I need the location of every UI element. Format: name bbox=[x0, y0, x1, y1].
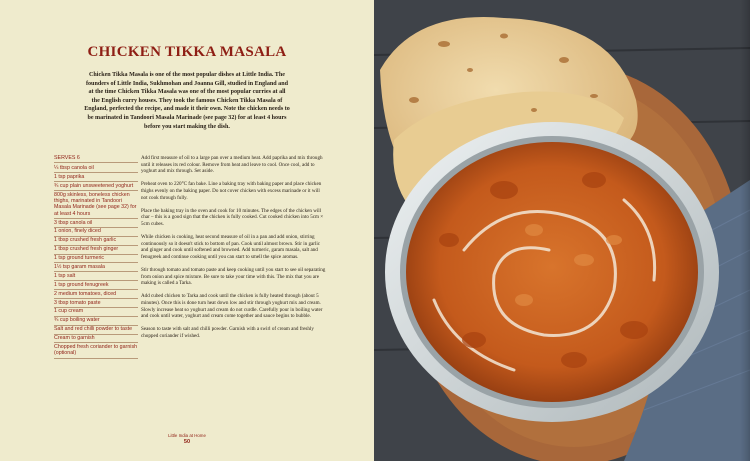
ingredient-item: Salt and red chilli powder to taste bbox=[54, 326, 138, 335]
page-number: 50 bbox=[183, 439, 191, 445]
ingredient-item: ¼ tbsp canola oil bbox=[54, 164, 138, 173]
photo-page bbox=[374, 0, 750, 461]
ingredient-item: 1 tsp ground fenugreek bbox=[54, 281, 138, 290]
ingredient-item: 800g skinless, boneless chicken thighs, marinated in Tandoori Masala Marinade (see page 32) for at least 4 hours bbox=[54, 191, 138, 219]
page-footer bbox=[150, 433, 224, 445]
ingredient-item: 1 tsp salt bbox=[54, 272, 138, 281]
ingredient-item: ¾ cup plain unsweetened yoghurt bbox=[54, 182, 138, 191]
ingredient-item: Chopped fresh coriander to garnish (optional) bbox=[54, 343, 138, 358]
recipe-page bbox=[0, 0, 374, 461]
recipe-title: CHICKEN TIKKA MASALA bbox=[87, 44, 287, 60]
ingredient-item: 3 tbsp tomato paste bbox=[54, 299, 138, 308]
ingredient-item: Cream to garnish bbox=[54, 335, 138, 344]
ingredient-item: 1 tbsp crushed fresh garlic bbox=[54, 237, 138, 246]
ingredient-item: 1 tsp paprika bbox=[54, 173, 138, 182]
method-step: Add first measure of oil to a large pan over a medium heat. Add paprika and mix through until it releases its red colour. Remove from heat and leave to cool. Once cool, add to yoghurt and mix through. Set aside. bbox=[141, 155, 323, 175]
method-step: Add cubed chicken to Tarka and cook until the chicken is fully heated through (about 5 minutes). Once this is done turn heat down low and stir through yoghurt mix and cream. Slowly increase heat so yoghurt and cream do not curdle. Carefully pour in boiling water and cook until water, yoghurt and cream come together and sauce begins to bubble. bbox=[141, 293, 323, 320]
method-step: Preheat oven to 220°C fan bake. Line a baking tray with baking paper and place chicken thighs evenly on the baking paper. Do not cover chicken with excess marinade or it will not cook through fully. bbox=[141, 181, 322, 201]
curry-photo bbox=[374, 0, 750, 461]
ingredient-item: 1 onion, finely diced bbox=[54, 228, 138, 237]
ingredient-item: 3 tbsp canola oil bbox=[54, 219, 138, 228]
book-title: Little India at Home bbox=[168, 433, 206, 438]
method-steps bbox=[141, 155, 327, 346]
ingredient-item: ¾ cup boiling water bbox=[54, 317, 138, 326]
ingredient-item: 1 cup cream bbox=[54, 308, 138, 317]
ingredient-items bbox=[54, 164, 138, 358]
method-step: Stir through tomato and tomato paste and keep cooking until you start to see oil separating from onion and spice mixture. Be sure to take your time with this. The mix that you are making is called a Tarka. bbox=[141, 267, 326, 287]
serves-label: SERVES 6 bbox=[54, 155, 138, 163]
ingredient-item: 1 tbsp crushed fresh ginger bbox=[54, 246, 138, 255]
recipe-intro: Chicken Tikka Masala is one of the most popular dishes at Little India. The founders of Little India, Sukhmohan and Joanna Gill, studied in England and at the time Chicken Tikka Masala was one of the most popular curries at all the English curry houses. They took the famous Chicken Tikka Masala of England, perfected the recipe, and made it their own. Note the chicken needs to be marinated in Tandoori Masala Marinade (see page 32) for at least 4 hours before you start making the dish. bbox=[84, 72, 290, 130]
ingredient-item: 2 medium tomatoes, diced bbox=[54, 290, 138, 299]
ingredient-item: 1½ tsp garam masala bbox=[54, 263, 138, 272]
method-step: While chicken is cooking, heat second measure of oil in a pan and add onion, stirring continuously so it doesn't stick to bottom of pan. Cook until almost brown. Stir in garlic and ginger and cook until softened and browned. Add turmeric, garam masala, salt and fenugreek and continue cooking until you can start to smell the spice aromas. bbox=[141, 234, 321, 260]
page-spine-shadow bbox=[740, 0, 750, 461]
method-step: Place the baking tray in the oven and cook for 10 minutes. The edges of the chicken will char – this is a good sign that the chicken is fully cooked. Cut cooked chicken into 5cm × 5cm cubes. bbox=[141, 207, 324, 227]
ingredients-list bbox=[54, 155, 138, 359]
ingredient-item: 1 tsp ground turmeric bbox=[54, 255, 138, 264]
method-step: Season to taste with salt and chilli powder. Garnish with a swirl of cream and freshly chopped coriander if wished. bbox=[141, 326, 314, 340]
